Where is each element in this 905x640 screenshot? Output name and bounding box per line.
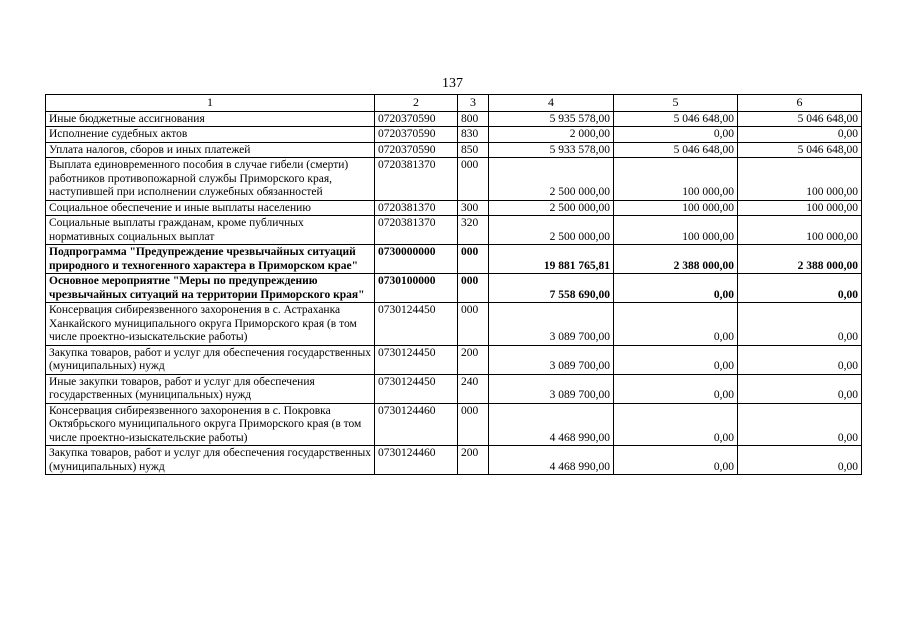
table-row — [46, 345, 862, 374]
row-value-col4: 2 500 000,00 — [489, 200, 614, 216]
row-value-col5: 0,00 — [614, 403, 738, 446]
row-target-code: 0730124450 — [375, 374, 458, 403]
row-value-col4: 4 468 990,00 — [489, 403, 614, 446]
row-value-col4: 7 558 690,00 — [489, 274, 614, 303]
row-expense-type: 000 — [458, 303, 489, 346]
row-name: Закупка товаров, работ и услуг для обеспечения государственных (муниципальных) нужд — [46, 345, 375, 374]
row-value-col6: 2 388 000,00 — [738, 245, 862, 274]
table-row — [46, 245, 862, 274]
row-value-col5: 5 046 648,00 — [614, 142, 738, 158]
header-col-3: 3 — [458, 95, 489, 112]
row-target-code: 0730124450 — [375, 303, 458, 346]
table-row — [46, 446, 862, 475]
row-target-code: 0730100000 — [375, 274, 458, 303]
table-header-row — [46, 95, 862, 112]
table-row — [46, 274, 862, 303]
row-name: Социальное обеспечение и иные выплаты населению — [46, 200, 375, 216]
row-value-col5: 0,00 — [614, 303, 738, 346]
row-name: Иные бюджетные ассигнования — [46, 111, 375, 127]
row-expense-type: 300 — [458, 200, 489, 216]
row-value-col4: 5 933 578,00 — [489, 142, 614, 158]
table-row — [46, 403, 862, 446]
row-value-col6: 0,00 — [738, 345, 862, 374]
header-col-1: 1 — [46, 95, 375, 112]
row-value-col6: 0,00 — [738, 303, 862, 346]
header-col-2: 2 — [375, 95, 458, 112]
row-value-col5: 0,00 — [614, 274, 738, 303]
row-value-col4: 3 089 700,00 — [489, 303, 614, 346]
row-target-code: 0720370590 — [375, 142, 458, 158]
row-target-code: 0730000000 — [375, 245, 458, 274]
table-row — [46, 158, 862, 201]
row-value-col5: 100 000,00 — [614, 158, 738, 201]
table-row — [46, 216, 862, 245]
row-expense-type: 830 — [458, 127, 489, 143]
row-value-col6: 100 000,00 — [738, 200, 862, 216]
budget-table — [45, 94, 862, 475]
row-value-col6: 100 000,00 — [738, 216, 862, 245]
row-target-code: 0720370590 — [375, 127, 458, 143]
row-expense-type: 000 — [458, 403, 489, 446]
row-target-code: 0720370590 — [375, 111, 458, 127]
row-value-col5: 2 388 000,00 — [614, 245, 738, 274]
table-row — [46, 200, 862, 216]
row-expense-type: 200 — [458, 345, 489, 374]
row-target-code: 0730124450 — [375, 345, 458, 374]
row-target-code: 0730124460 — [375, 403, 458, 446]
row-expense-type: 200 — [458, 446, 489, 475]
row-name: Уплата налогов, сборов и иных платежей — [46, 142, 375, 158]
row-target-code: 0730124460 — [375, 446, 458, 475]
row-value-col6: 5 046 648,00 — [738, 111, 862, 127]
row-expense-type: 000 — [458, 274, 489, 303]
row-expense-type: 000 — [458, 245, 489, 274]
header-col-6: 6 — [738, 95, 862, 112]
row-value-col5: 100 000,00 — [614, 216, 738, 245]
row-value-col4: 2 000,00 — [489, 127, 614, 143]
page-number: 137 — [442, 76, 463, 91]
row-name: Исполнение судебных актов — [46, 127, 375, 143]
row-expense-type: 000 — [458, 158, 489, 201]
row-value-col5: 0,00 — [614, 446, 738, 475]
row-name: Основное мероприятие "Меры по предупреждению чрезвычайных ситуаций на территории Приморского края" — [46, 274, 375, 303]
row-value-col4: 2 500 000,00 — [489, 216, 614, 245]
row-value-col6: 0,00 — [738, 374, 862, 403]
header-col-4: 4 — [489, 95, 614, 112]
budget-table-body — [46, 95, 862, 475]
row-name: Консервация сибиреязвенного захоронения в с. Покровка Октябрьского муниципального округа Приморского края (в том числе проектно-изыскательские работы) — [46, 403, 375, 446]
row-target-code: 0720381370 — [375, 200, 458, 216]
row-target-code: 0720381370 — [375, 158, 458, 201]
row-value-col5: 5 046 648,00 — [614, 111, 738, 127]
table-row — [46, 111, 862, 127]
row-value-col6: 100 000,00 — [738, 158, 862, 201]
row-expense-type: 240 — [458, 374, 489, 403]
row-target-code: 0720381370 — [375, 216, 458, 245]
row-value-col6: 0,00 — [738, 403, 862, 446]
row-value-col6: 0,00 — [738, 274, 862, 303]
row-value-col4: 5 935 578,00 — [489, 111, 614, 127]
row-value-col4: 4 468 990,00 — [489, 446, 614, 475]
table-row — [46, 303, 862, 346]
row-name: Консервация сибиреязвенного захоронения в с. Астраханка Ханкайского муниципального округа Приморского края (в том числе проектно-изыскательские работы) — [46, 303, 375, 346]
header-col-5: 5 — [614, 95, 738, 112]
row-name: Иные закупки товаров, работ и услуг для обеспечения государственных (муниципальных) нужд — [46, 374, 375, 403]
row-expense-type: 320 — [458, 216, 489, 245]
row-value-col5: 0,00 — [614, 374, 738, 403]
row-value-col6: 0,00 — [738, 446, 862, 475]
row-name: Выплата единовременного пособия в случае гибели (смерти) работников противопожарной службы Приморского края, наступившей при исполнении служебных обязанностей — [46, 158, 375, 201]
row-name: Подпрограмма "Предупреждение чрезвычайных ситуаций природного и техногенного характера в Приморском крае" — [46, 245, 375, 274]
row-value-col6: 5 046 648,00 — [738, 142, 862, 158]
row-value-col5: 100 000,00 — [614, 200, 738, 216]
table-row — [46, 127, 862, 143]
row-expense-type: 850 — [458, 142, 489, 158]
row-name: Социальные выплаты гражданам, кроме публичных нормативных социальных выплат — [46, 216, 375, 245]
row-value-col4: 2 500 000,00 — [489, 158, 614, 201]
row-expense-type: 800 — [458, 111, 489, 127]
row-value-col6: 0,00 — [738, 127, 862, 143]
row-value-col4: 19 881 765,81 — [489, 245, 614, 274]
table-row — [46, 374, 862, 403]
row-value-col4: 3 089 700,00 — [489, 345, 614, 374]
table-row — [46, 142, 862, 158]
row-value-col5: 0,00 — [614, 127, 738, 143]
row-value-col4: 3 089 700,00 — [489, 374, 614, 403]
row-value-col5: 0,00 — [614, 345, 738, 374]
row-name: Закупка товаров, работ и услуг для обеспечения государственных (муниципальных) нужд — [46, 446, 375, 475]
